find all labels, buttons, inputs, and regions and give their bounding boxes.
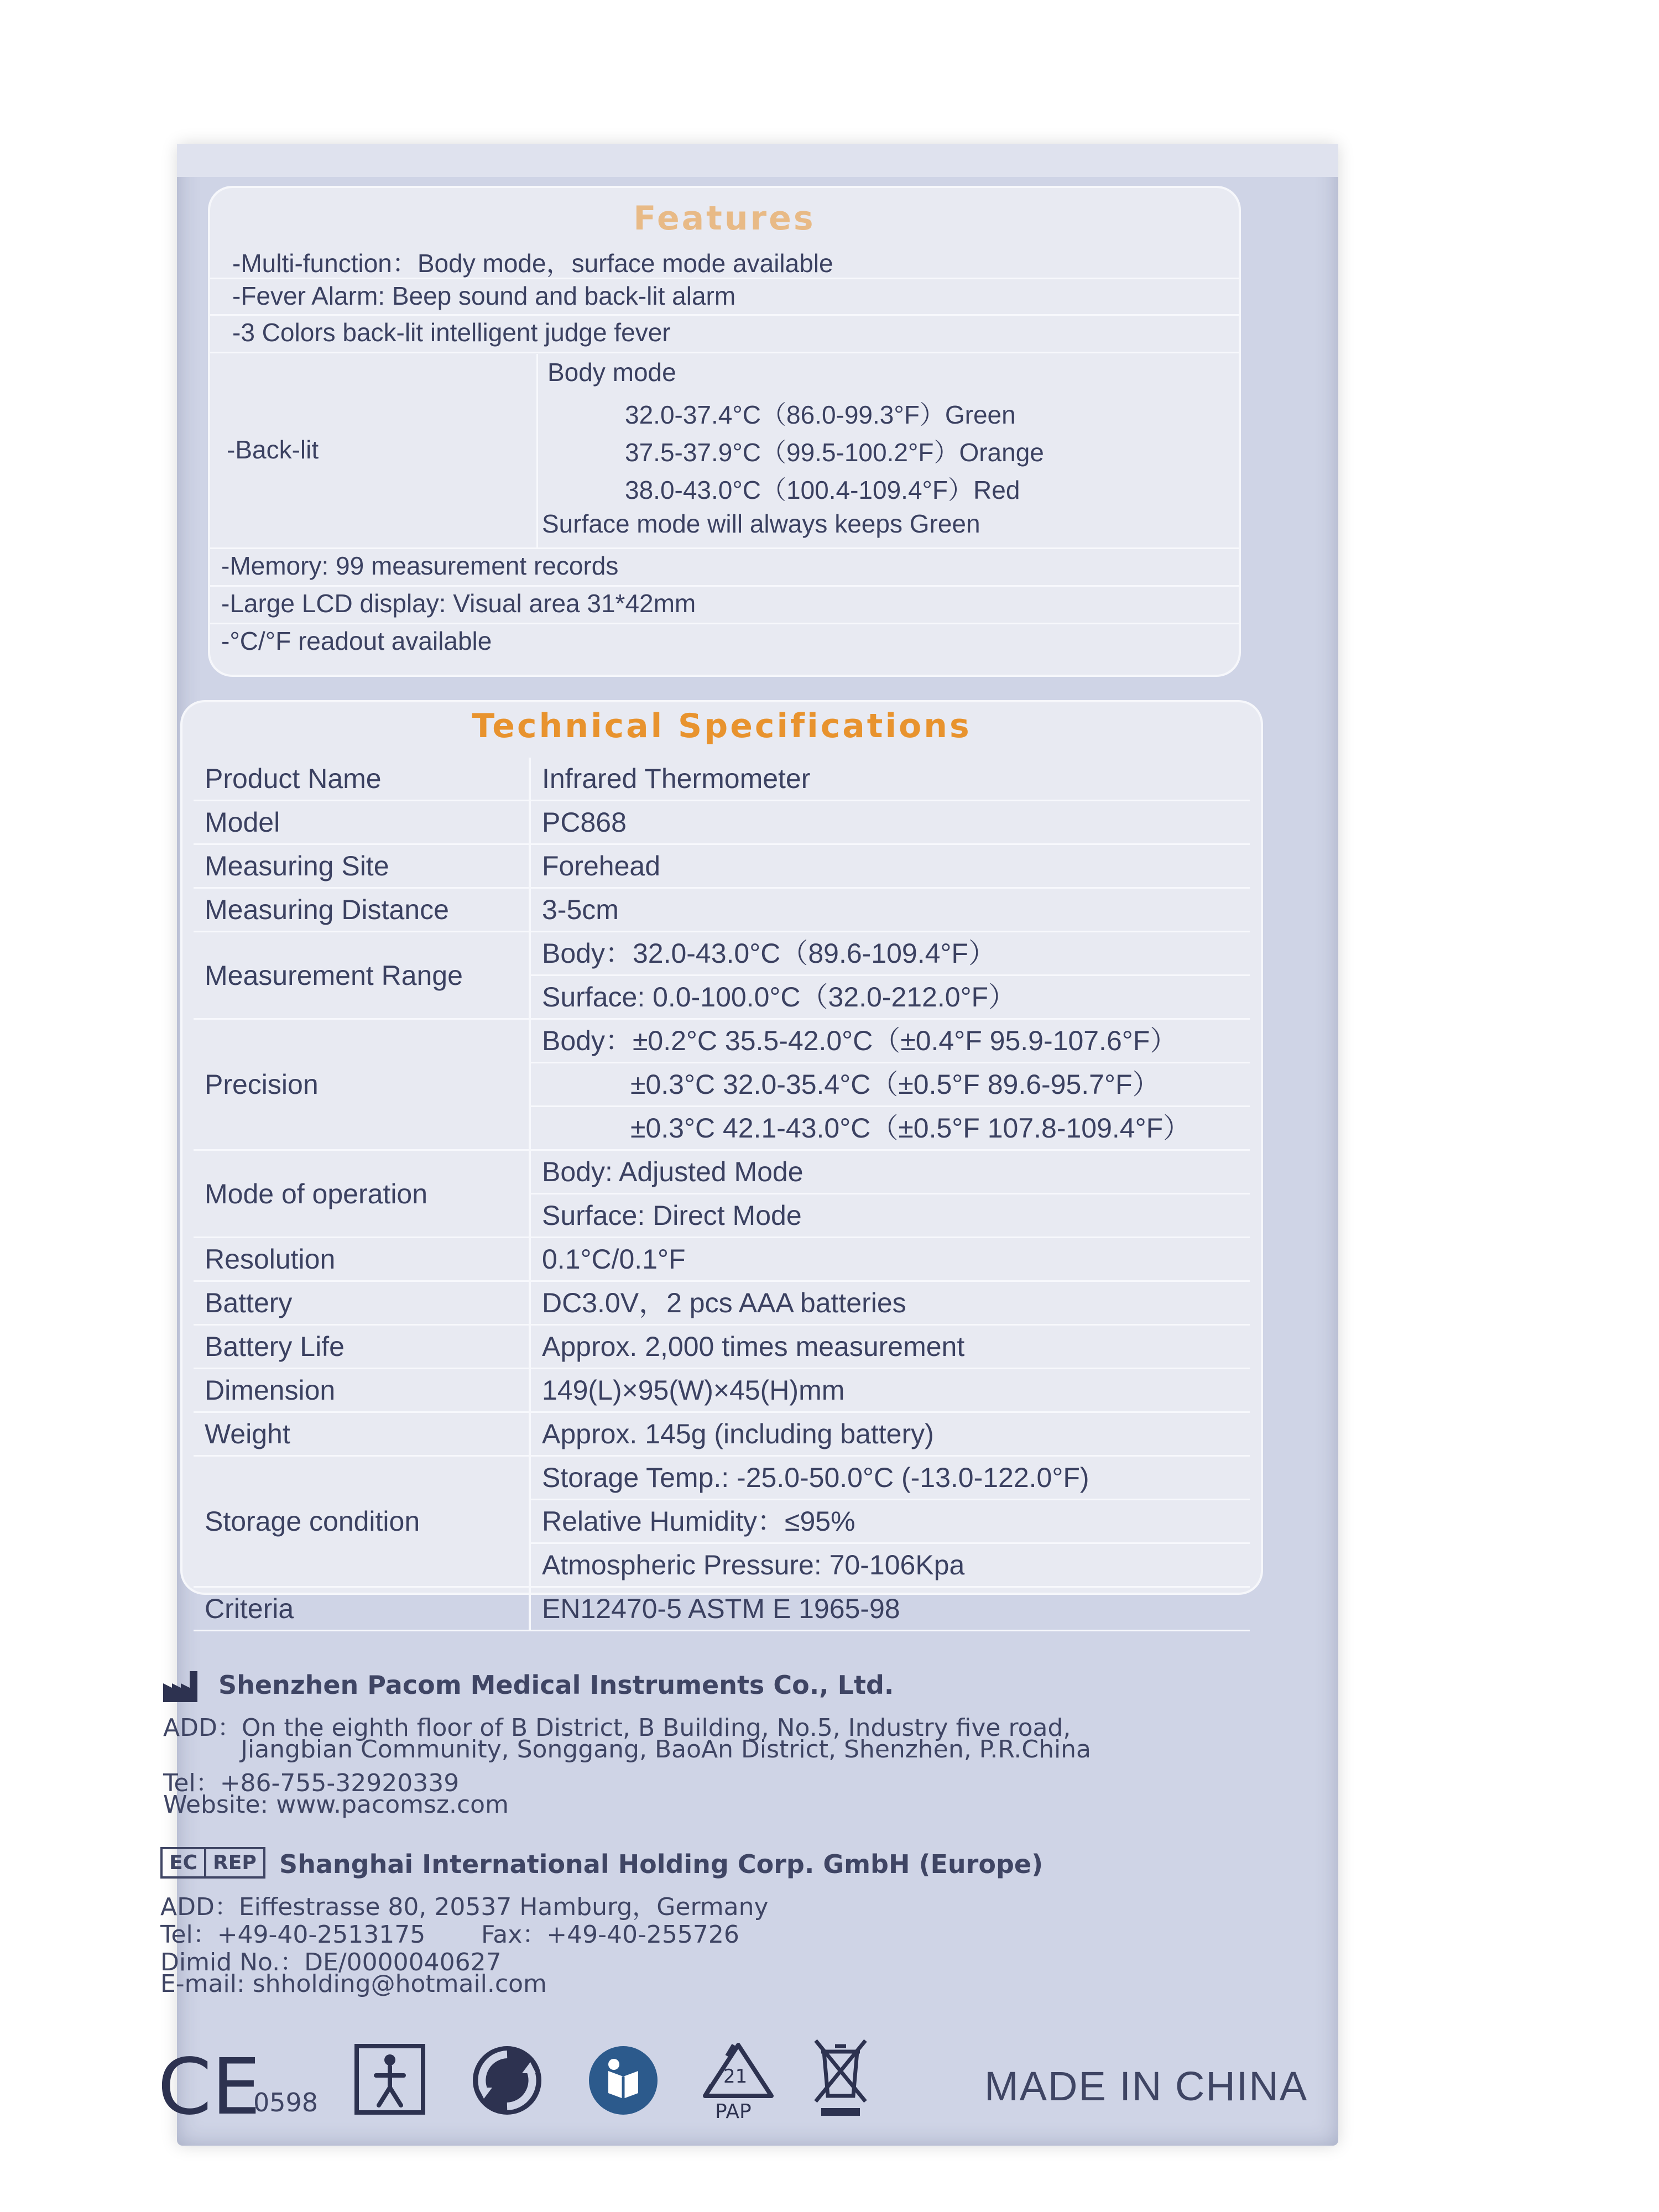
row-divider xyxy=(210,352,1239,353)
spec-value: Relative Humidity：≤95% xyxy=(531,1500,1250,1544)
spec-value: Approx. 145g (including battery) xyxy=(542,1418,934,1449)
spec-values xyxy=(531,1369,1250,1411)
spec-row xyxy=(194,1369,1250,1413)
green-dot-recycle-icon xyxy=(470,2043,545,2118)
row-divider xyxy=(210,278,1239,279)
spec-label: Product Name xyxy=(194,758,531,800)
spec-values xyxy=(531,1457,1250,1586)
ec-rep-badge-right: REP xyxy=(204,1849,263,1876)
spec-row xyxy=(194,1282,1250,1326)
backlit-heading: Body mode xyxy=(547,358,676,387)
ec-rep-email: E-mail: shholding@hotmail.com xyxy=(160,1970,547,1998)
spec-value: Surface: Direct Mode xyxy=(542,1200,802,1231)
ec-rep-tel: Tel：+49-40-2513175 xyxy=(160,1921,426,1949)
spec-values xyxy=(531,758,1250,800)
spec-label: Dimension xyxy=(194,1369,531,1411)
spec-value: EN12470-5 ASTM E 1965-98 xyxy=(542,1593,900,1624)
spec-values xyxy=(531,1020,1250,1149)
spec-value: Approx. 2,000 times measurement xyxy=(542,1331,965,1362)
ec-rep-address: ADD：Eiffestrasse 80, 20537 Hamburg，Germany xyxy=(160,1893,769,1921)
spec-table xyxy=(194,758,1250,1631)
recycle-number: 21 xyxy=(723,2065,748,2088)
spec-values xyxy=(531,1588,1250,1630)
weee-crossed-bin-icon xyxy=(810,2035,871,2118)
spec-row xyxy=(194,1457,1250,1588)
backlit-surface-note: Surface mode will always keeps Green xyxy=(542,509,980,538)
backlit-divider xyxy=(536,354,538,547)
type-bf-applied-part-icon xyxy=(354,2043,426,2115)
spec-row xyxy=(194,889,1250,932)
backlit-label: -Back-lit xyxy=(227,435,319,464)
spec-label: Resolution xyxy=(194,1238,531,1280)
spec-value: Forehead xyxy=(542,851,661,881)
spec-label: Measuring Site xyxy=(194,845,531,887)
spec-value: Atmospheric Pressure: 70-106Kpa xyxy=(542,1550,965,1580)
spec-label: Storage condition xyxy=(194,1457,531,1586)
spec-label: Criteria xyxy=(194,1588,531,1630)
backlit-range-red: 38.0-43.0°C（100.4-109.4°F）Red xyxy=(625,476,1020,504)
spec-label: Measuring Distance xyxy=(194,889,531,931)
spec-value: ±0.3°C 32.0-35.4°C（±0.5°F 89.6-95.7°F） xyxy=(531,1063,1250,1107)
spec-label: Mode of operation xyxy=(194,1151,531,1237)
spec-value: Body: Adjusted Mode xyxy=(531,1151,1250,1194)
spec-label: Model xyxy=(194,801,531,843)
spec-row xyxy=(194,932,1250,1020)
feature-item: -Memory: 99 measurement records xyxy=(221,551,619,580)
manufacturer-address-2: Jiangbian Community, Songgang, BaoAn District, Shenzhen, P.R.China xyxy=(241,1735,1092,1764)
spec-label: Measurement Range xyxy=(194,932,531,1018)
manufacturer-address-1: ADD：On the eighth floor of B District, B Building, No.5, Industry five road, xyxy=(163,1714,1071,1742)
features-panel xyxy=(210,188,1239,675)
spec-values xyxy=(531,1326,1250,1368)
spec-row xyxy=(194,1020,1250,1151)
ce-number: 0598 xyxy=(253,2088,319,2117)
spec-row xyxy=(194,801,1250,845)
spec-row xyxy=(194,845,1250,889)
row-divider xyxy=(210,623,1239,624)
ec-rep-badge xyxy=(160,1847,265,1879)
specs-panel xyxy=(182,702,1261,1624)
spec-values xyxy=(531,801,1250,843)
features-title: Features xyxy=(633,199,816,238)
spec-value: ±0.3°C 42.1-43.0°C（±0.5°F 107.8-109.4°F） xyxy=(630,1113,1191,1144)
spec-label: Weight xyxy=(194,1413,531,1455)
specs-title: Technical Specifications xyxy=(472,707,972,745)
spec-value: 0.1°C/0.1°F xyxy=(542,1244,686,1275)
row-divider xyxy=(210,547,1239,549)
spec-value: Storage Temp.: -25.0-50.0°C (-13.0-122.0°F) xyxy=(531,1457,1250,1500)
refer-to-manual-icon xyxy=(586,2043,661,2118)
spec-values xyxy=(531,1238,1250,1280)
feature-item: -Multi-function：Body mode，surface mode available xyxy=(232,249,833,278)
spec-label: Battery xyxy=(194,1282,531,1324)
spec-row xyxy=(194,758,1250,801)
spec-values xyxy=(531,845,1250,887)
spec-value: DC3.0V，2 pcs AAA batteries xyxy=(542,1287,906,1318)
recycle-code: PAP xyxy=(715,2100,752,2123)
spec-row xyxy=(194,1151,1250,1238)
spec-value: Surface: 0.0-100.0°C（32.0-212.0°F） xyxy=(542,982,1016,1013)
made-in-label: MADE IN CHINA xyxy=(984,2063,1308,2109)
spec-value: Body：32.0-43.0°C（89.6-109.4°F） xyxy=(531,932,1250,976)
ec-rep-badge-left: EC xyxy=(169,1851,198,1874)
spec-row xyxy=(194,1588,1250,1631)
manufacturer-tel: Tel：+86-755-32920339 xyxy=(163,1769,460,1797)
spec-row xyxy=(194,1326,1250,1369)
ec-rep-name: Shanghai International Holding Corp. GmbH (Europe) xyxy=(279,1849,1044,1879)
spec-value: Body：±0.2°C 35.5-42.0°C（±0.4°F 95.9-107.6°F） xyxy=(531,1020,1250,1063)
spec-values xyxy=(531,1413,1250,1455)
spec-row xyxy=(194,1238,1250,1282)
spec-value: 149(L)×95(W)×45(H)mm xyxy=(542,1375,845,1406)
row-divider xyxy=(210,314,1239,316)
spec-value: 3-5cm xyxy=(542,894,619,925)
ec-rep-fax: Fax：+49-40-255726 xyxy=(481,1921,739,1949)
spec-value: Infrared Thermometer xyxy=(542,763,811,794)
backlit-range-green: 32.0-37.4°C（86.0-99.3°F）Green xyxy=(625,400,1016,429)
box-top-edge xyxy=(177,144,1338,177)
spec-row xyxy=(194,1413,1250,1457)
manufacturer-icon xyxy=(163,1671,207,1702)
feature-item: -Large LCD display: Visual area 31*42mm xyxy=(221,589,696,618)
row-divider xyxy=(210,585,1239,587)
backlit-range-orange: 37.5-37.9°C（99.5-100.2°F）Orange xyxy=(625,438,1044,467)
spec-values xyxy=(531,1282,1250,1324)
spec-value: PC868 xyxy=(542,807,627,838)
manufacturer-website: Website: www.pacomsz.com xyxy=(163,1791,509,1819)
spec-values xyxy=(531,932,1250,1018)
ce-mark: CE xyxy=(158,2042,261,2132)
manufacturer-name: Shenzhen Pacom Medical Instruments Co., Ltd. xyxy=(218,1670,894,1700)
feature-item: -3 Colors back-lit intelligent judge fever xyxy=(232,318,671,347)
spec-label: Battery Life xyxy=(194,1326,531,1368)
spec-label: Precision xyxy=(194,1020,531,1149)
spec-values xyxy=(531,1151,1250,1237)
spec-values xyxy=(531,889,1250,931)
feature-item: -Fever Alarm: Beep sound and back-lit alarm xyxy=(232,281,736,310)
ec-rep-dimid: Dimid No.：DE/0000040627 xyxy=(160,1948,502,1976)
feature-item: -°C/°F readout available xyxy=(221,627,492,655)
